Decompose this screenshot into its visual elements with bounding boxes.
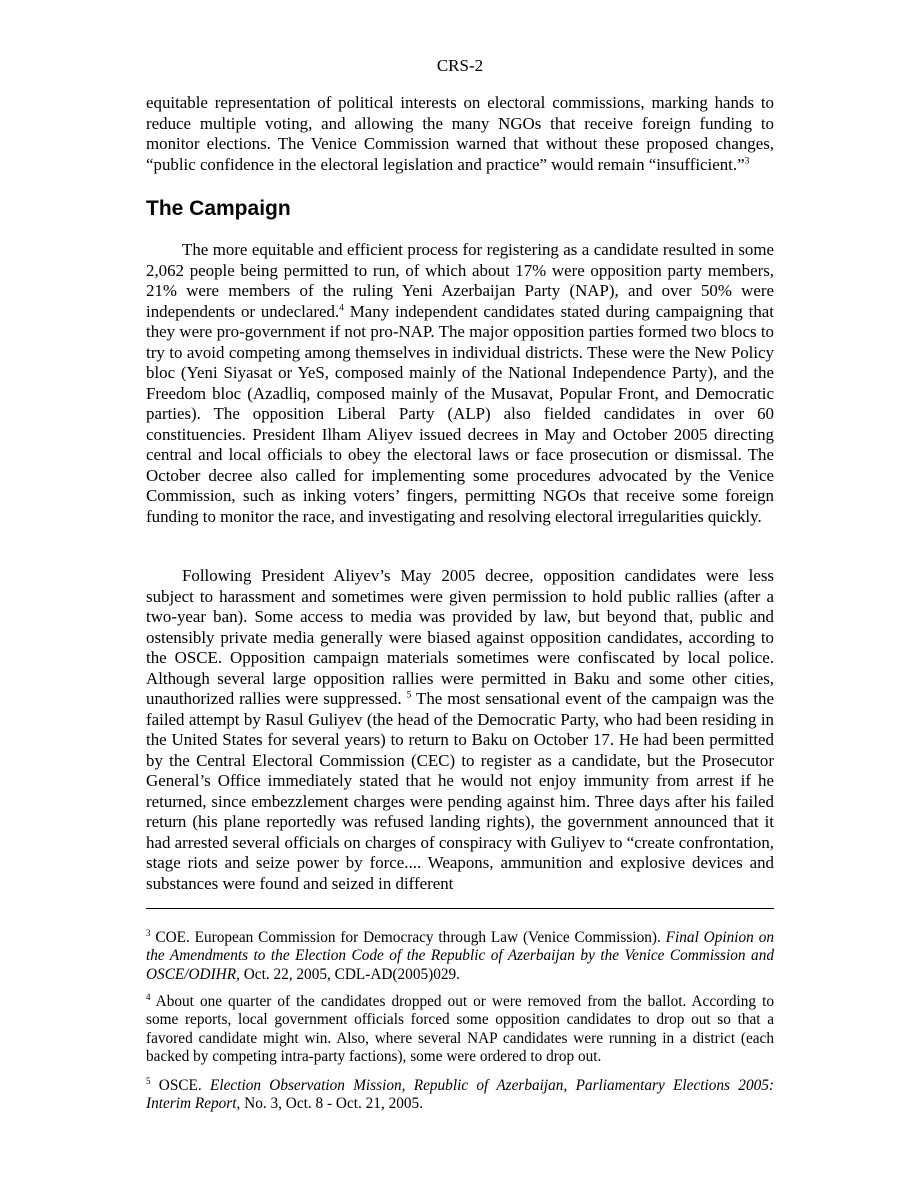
paragraph-1-part-1: The more equitable and efficient process for registering as a candidate resulted in some 2,062 people being permitted to run, of which about 17% were opposition party members, 21% were members of the ruling Yeni Azerbaijan Party (NAP), and over 50% were independents or undeclared. [146,240,774,321]
paragraph-2-part-2: The most sensational event of the campaign was the failed attempt by Rasul Guliyev (the head of the Democratic Party, who had been residing in the United States for several years) to return to Baku on October 17. He had been permitted by the Central Electoral Commission (CEC) to register as a candidate, but the Prosecutor General’s Office immediately stated that he would not enjoy immunity from arrest if he returned, since embezzlement charges were pending against him. Three days after his failed return (his plane reportedly was refused landing rights), the government announced that it had arrested several officials on charges of conspiracy with Guliyev to “create confrontation, stage riots and seize power by force.... Weapons, ammunition and explosive devices and substances were found and seized in different [146,689,774,893]
paragraph-1-part-2: Many independent candidates stated during campaigning that they were pro-government if not pro-NAP. The major opposition parties formed two blocs to try to avoid competing among themselves in individual districts. These were the New Policy bloc (Yeni Siyasat or YeS, composed mainly of the National Independence Party), and the Freedom bloc (Azadliq, composed mainly of the Musavat, Popular Front, and Democratic parties). The opposition Liberal Party (ALP) also fielded candidates in over 60 constituencies. President Ilham Aliyev issued decrees in May and October 2005 directing central and local officials to obey the electoral laws or face prosecution or dismissal. The October decree also called for implementing some procedures advocated by the Venice Commission, such as inking voters’ fingers, permitting NGOs that receive some foreign funding to monitor the race, and investigating and resolving electoral irregularities quickly. [146,301,774,526]
page-header: CRS-2 [436,56,484,75]
footnote-tail: , No. 3, Oct. 8 - Oct. 21, 2005. [236,1095,424,1113]
campaign-paragraph-2 [146,566,774,894]
footnote-divider [146,908,774,909]
paragraph-2-part-1: Following President Aliyev’s May 2005 decree, opposition candidates were less subject to harassment and sometimes were given permission to hold public rallies (after a two-year ban). Some access to media was provided by law, but beyond that, public and ostensibly private media generally were biased against opposition candidates, according to the OSCE. Opposition campaign materials sometimes were confiscated by local police. Although several large opposition rallies were permitted in Baku and some other cities, unauthorized rallies were suppressed. [146,566,774,708]
footnote-lead: COE. European Commission for Democracy through Law (Venice Commission). [150,929,666,946]
footnote-ref-4[interactable]: 4 [339,302,344,313]
footnote-number: 5 [146,1075,151,1086]
footnote-5 [146,1077,774,1114]
footnote-number: 3 [146,927,151,938]
footnote-4 [146,993,774,1067]
intro-paragraph [146,93,774,175]
footnote-text: About one quarter of the candidates dropped out or were removed from the ballot. According to some reports, local government officials forced some opposition candidates to drop out so that a favored candidate might win. Also, where several NAP candidates were running in a district (each backed by competing intra-party factions), some were ordered to drop out. [146,993,774,1066]
footnote-title: Final Opinion on the Amendments to the Election Code of the Republic of Azerbaijan by the Venice Commission and OSCE/ODIHR [146,929,774,983]
section-heading: The Campaign [146,197,291,220]
footnote-lead: OSCE. [150,1077,211,1094]
footnote-ref-5[interactable]: 5 [406,690,412,701]
footnote-tail: , Oct. 22, 2005, CDL-AD(2005)029. [236,965,460,983]
footnote-title: Election Observation Mission, Republic of Azerbaijan, Parliamentary Elections 2005: Interim Report [146,1077,774,1113]
footnote-number: 4 [146,991,151,1002]
intro-paragraph-text: equitable representation of political interests on electoral commissions, marking hands to reduce multiple voting, and allowing the many NGOs that receive foreign funding to monitor elections. The Venice Commission warned that without these proposed changes, “public confidence in the electoral legislation and practice” would remain “insufficient.” [146,93,774,174]
campaign-paragraph-1 [146,240,774,527]
footnote-ref-3[interactable]: 3 [744,155,750,166]
footnote-3 [146,929,774,984]
